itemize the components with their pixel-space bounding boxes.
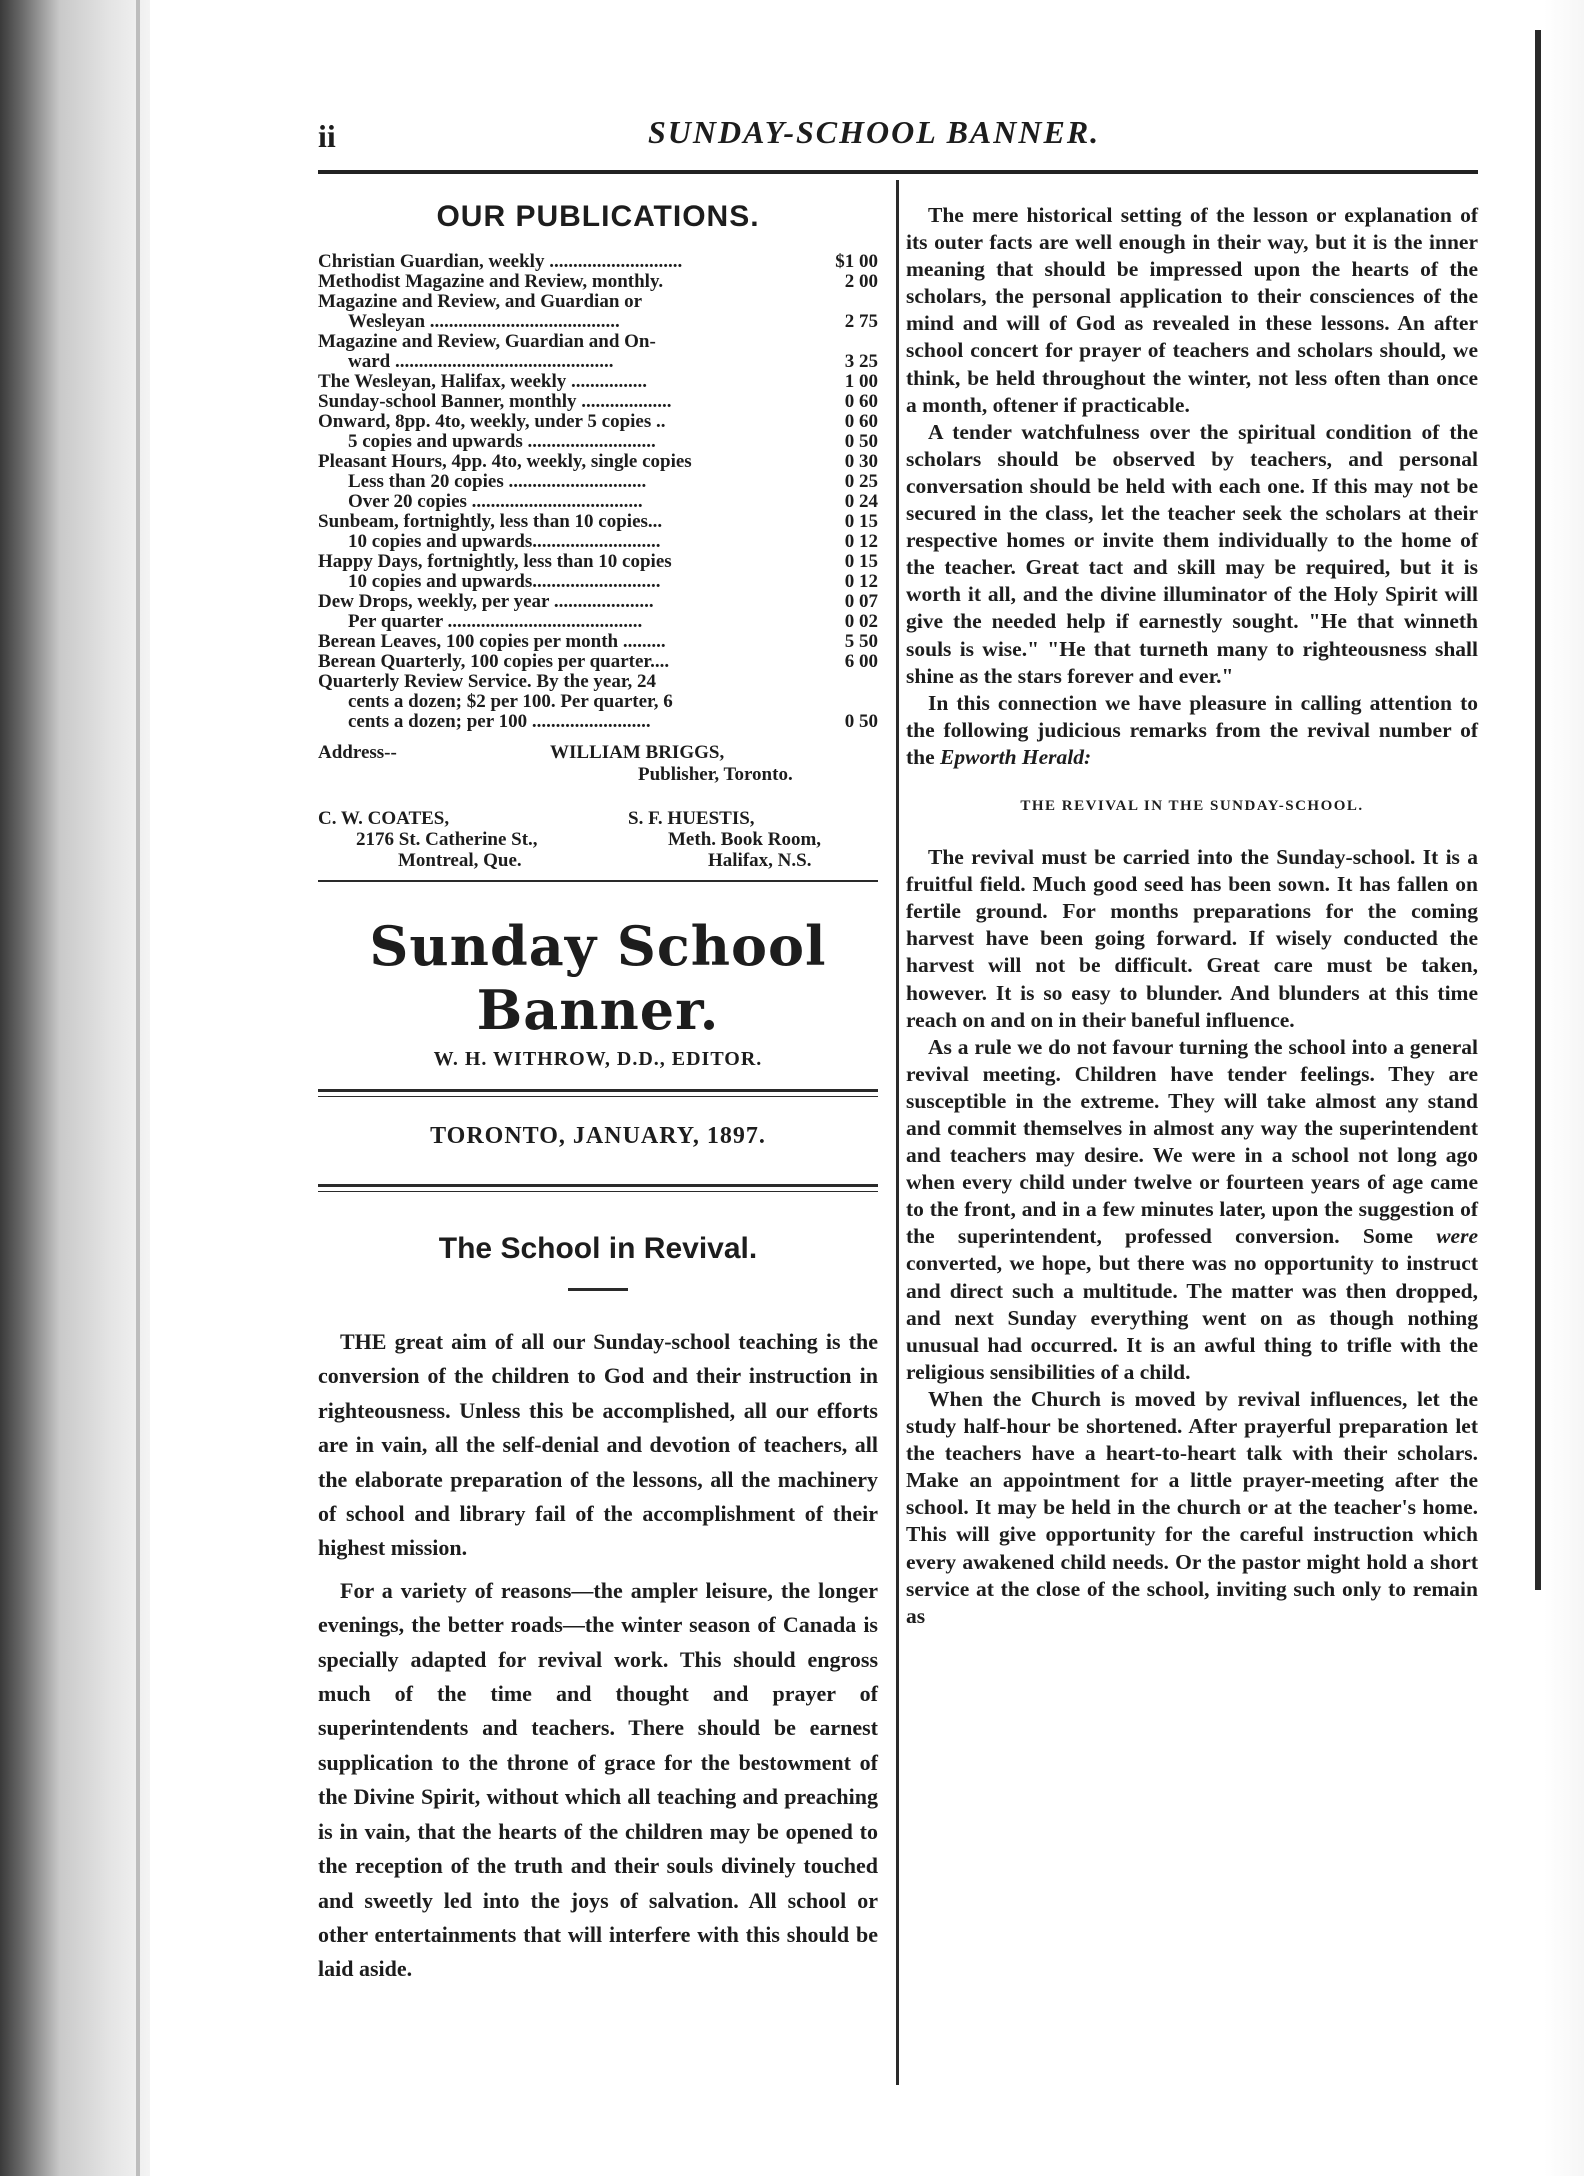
article-body xyxy=(318,1325,878,1987)
publication-name: Onward, 8pp. 4to, weekly, under 5 copies .. xyxy=(318,412,666,432)
publication-price: $1 00 xyxy=(835,251,878,272)
publications-price-list xyxy=(318,252,878,732)
page-right-border xyxy=(1535,30,1541,1590)
publications-heading: OUR PUBLICATIONS. xyxy=(436,200,760,233)
source-title: Epworth Herald: xyxy=(940,744,1092,769)
publication-price: 0 12 xyxy=(844,531,878,552)
agent-montreal xyxy=(318,808,558,871)
left-column xyxy=(318,200,878,1987)
price-row xyxy=(318,692,878,712)
paragraph-text: As a rule we do not favour turning the school into a general revival meeting. Children have tender feelings. They are susceptible in the extreme. They will take almost any stand and commit themselves in almost any way the superintendent and teachers may desire. We were in a school not long ago when every child under twelve or fourteen years of age came to the front, and in a few minutes later, upon the suggestion of the superintendent, professed conversion. Some xyxy=(906,1034,1478,1249)
printed-page xyxy=(318,110,1478,2090)
price-row xyxy=(318,312,878,332)
page-right-edge xyxy=(1544,0,1584,2176)
publication-name: Happy Days, fortnightly, less than 10 copies xyxy=(318,552,672,572)
publication-name: 10 copies and upwards........................... xyxy=(348,532,661,552)
publication-name: Berean Leaves, 100 copies per month ......... xyxy=(318,632,666,652)
masthead-double-rule xyxy=(318,1089,878,1097)
publication-price: 2 00 xyxy=(844,271,878,292)
publisher-role: Publisher, Toronto. xyxy=(638,764,793,785)
publication-name: Less than 20 copies ............................. xyxy=(348,472,647,492)
masthead-title: Sunday School Banner. xyxy=(369,914,827,1042)
column-paragraph: When the Church is moved by revival influences, let the study half-hour be shortened. After prayerful preparation let the teachers have a heart-to-heart talk with their scholars. Make an appointment for a little prayer-meeting after the school. It may be held in the church or at the teacher's home. This will give opportunity for the careful instruction which every awakened child needs. Or the pastor might hold a short service at the close of the school, inviting such only to remain as xyxy=(906,1386,1478,1628)
publication-name: 5 copies and upwards ........................... xyxy=(348,432,656,452)
publication-name: Dew Drops, weekly, per year ..................... xyxy=(318,592,654,612)
article-paragraph: For a variety of reasons—the ampler leisure, the longer evenings, the better roads—the winter season of Canada is specially adapted for revival work. This should engross much of the time and thought and prayer of superintendents and teachers. There should be earnest supplication to the throne of grace for the bestowment of the Divine Spirit, without which all teaching and preaching is in vain, that the hearts of the children may be opened to the reception of the truth and their souls divinely touched and sweetly led into the joys of salvation. All school or other entertainments that will interfere with this should be laid aside. xyxy=(318,1577,878,1982)
paragraph-text: converted, we hope, but there was no opportunity to instruct and direct such a multitude. The matter was then dropped, and next Sunday everything went on as though nothing unusual had occurred. It is an awful thing to trifle with the religious sensibilities of a child. xyxy=(906,1251,1478,1384)
column-paragraph: A tender watchfulness over the spiritual condition of the scholars should be observed by teachers, and personal conversation should be held with each one. If this may not be secured in the class, let the teacher seek the scholars at their respective homes or invite them individually to the home of the teacher. Great tact and skill may be required, but it is worth it all, and the divine illuminator of the Holy Spirit will give the needed help if earnestly sought. "He that winneth souls is wise." "He that turneth many to righteousness shall shine as the stars forever and ever." xyxy=(906,419,1478,688)
publication-price: 5 50 xyxy=(844,631,878,652)
publication-name: Quarterly Review Service. By the year, 24 xyxy=(318,672,657,692)
publication-name: The Wesleyan, Halifax, weekly ................ xyxy=(318,372,647,392)
column-paragraph: The revival must be carried into the Sunday-school. It is a fruitful field. Much good seed has been sown. It has fallen on fertile ground. For months preparations for the coming harvest have been going forward. If wisely conducted the harvest will not be difficult. Great care must be taken, however. It is so easy to blunder. And blunders at this time reach on and on in their baneful influence. xyxy=(906,845,1478,1032)
publication-price: 0 15 xyxy=(844,511,878,532)
agent-line: 2176 St. Catherine St., xyxy=(356,829,538,850)
page-number: ii xyxy=(318,118,336,154)
agent-halifax xyxy=(628,808,888,871)
publication-name: cents a dozen; $2 per 100. Per quarter, 6 xyxy=(348,692,673,712)
header-rule xyxy=(318,170,1478,174)
article-title: The School in Revival. xyxy=(438,1232,758,1265)
column-paragraph xyxy=(906,690,1478,771)
publication-name: ward .............................................. xyxy=(348,352,614,372)
publication-price: 0 12 xyxy=(844,571,878,592)
publication-name: 10 copies and upwards........................... xyxy=(348,572,661,592)
publication-price: 6 00 xyxy=(844,651,878,672)
price-row xyxy=(318,332,878,352)
price-row xyxy=(318,452,878,472)
emphasis-word: were xyxy=(1436,1224,1479,1249)
publication-price: 0 60 xyxy=(844,391,878,412)
publication-name: cents a dozen; per 100 ......................... xyxy=(348,712,651,732)
publication-name: Methodist Magazine and Review, monthly. xyxy=(318,272,664,292)
dateline: TORONTO, JANUARY, 1897. xyxy=(430,1123,766,1149)
agent-line: S. F. HUESTIS, xyxy=(628,808,755,829)
price-row xyxy=(318,432,878,452)
price-row xyxy=(318,412,878,432)
publication-price: 0 60 xyxy=(844,411,878,432)
publication-price: 3 25 xyxy=(844,351,878,372)
price-row xyxy=(318,532,878,552)
price-row xyxy=(318,612,878,632)
price-row xyxy=(318,352,878,372)
dateline-double-rule xyxy=(318,1184,878,1192)
publication-name: Wesleyan ........................................ xyxy=(348,312,620,332)
publication-name: Over 20 copies .................................... xyxy=(348,492,643,512)
price-row xyxy=(318,272,878,292)
price-row xyxy=(318,572,878,592)
price-row xyxy=(318,252,878,272)
editor-line: W. H. WITHROW, D.D., EDITOR. xyxy=(433,1048,763,1070)
publication-price: 0 24 xyxy=(844,491,878,512)
price-row xyxy=(318,392,878,412)
column-divider xyxy=(896,180,899,2085)
publication-name: Per quarter ......................................... xyxy=(348,612,643,632)
right-column xyxy=(906,202,1478,1630)
price-row xyxy=(318,672,878,692)
price-row xyxy=(318,472,878,492)
price-row xyxy=(318,492,878,512)
agent-line: Montreal, Que. xyxy=(398,850,522,871)
price-row xyxy=(318,372,878,392)
publication-price: 0 50 xyxy=(844,711,878,732)
column-paragraph xyxy=(906,1034,1478,1386)
publisher-address xyxy=(318,742,878,804)
title-short-rule xyxy=(568,1288,628,1291)
agents-block xyxy=(318,808,878,880)
publication-name: Berean Quarterly, 100 copies per quarter.... xyxy=(318,652,670,672)
price-row xyxy=(318,652,878,672)
publication-price: 0 15 xyxy=(844,551,878,572)
price-row xyxy=(318,552,878,572)
publication-name: Magazine and Review, Guardian and On- xyxy=(318,332,656,352)
right-column-text xyxy=(906,202,1478,1630)
publication-name: Pleasant Hours, 4pp. 4to, weekly, single copies xyxy=(318,452,692,472)
section-rule xyxy=(318,880,878,882)
subsection-heading: THE REVIVAL IN THE SUNDAY-SCHOOL. xyxy=(1020,797,1364,814)
agent-line: C. W. COATES, xyxy=(318,808,450,829)
price-row xyxy=(318,632,878,652)
publication-price: 0 07 xyxy=(844,591,878,612)
publication-name: Sunbeam, fortnightly, less than 10 copies... xyxy=(318,512,663,532)
column-paragraph: The mere historical setting of the lesson or explanation of its outer facts are well enough in their way, but it is the inner meaning that should be impressed upon the hearts of the scholars, the personal application to their consciences of the mind and will of God as revealed in these lessons. An after school concert for prayer of teachers and scholars should, we think, be held throughout the winter, not less often than once a month, oftener if practicable. xyxy=(906,203,1478,417)
publication-price: 0 30 xyxy=(844,451,878,472)
address-label: Address-- xyxy=(318,742,397,763)
journal-title: SUNDAY-SCHOOL BANNER. xyxy=(648,114,1101,150)
agent-line: Halifax, N.S. xyxy=(708,850,812,871)
publication-price: 0 25 xyxy=(844,471,878,492)
price-row xyxy=(318,512,878,532)
publication-price: 0 02 xyxy=(844,611,878,632)
price-row xyxy=(318,292,878,312)
price-row xyxy=(318,712,878,732)
publisher-name: WILLIAM BRIGGS, xyxy=(550,742,725,763)
publication-name: Magazine and Review, and Guardian or xyxy=(318,292,643,312)
price-row xyxy=(318,592,878,612)
book-binding-shadow xyxy=(0,0,150,2176)
agent-line: Meth. Book Room, xyxy=(668,829,822,850)
binding-edge-line xyxy=(136,0,140,2176)
paragraph-text: In this connection we have pleasure in calling attention to the following judicious remarks from the revival number of the xyxy=(906,690,1478,769)
publication-name: Sunday-school Banner, monthly ................... xyxy=(318,392,672,412)
publication-price: 2 75 xyxy=(844,311,878,332)
publication-price: 1 00 xyxy=(844,371,878,392)
running-head xyxy=(318,110,1478,158)
publication-name: Christian Guardian, weekly ............................ xyxy=(318,252,683,272)
article-paragraph: THE great aim of all our Sunday-school teaching is the conversion of the children to God and their instruction in righteousness. Unless this be accomplished, all our efforts are in vain, all the self-denial and devotion of teachers, all the elaborate preparation of the lessons, all the machinery of school and library fail of the accomplishment of their highest mission. xyxy=(318,1329,878,1561)
publication-price: 0 50 xyxy=(844,431,878,452)
